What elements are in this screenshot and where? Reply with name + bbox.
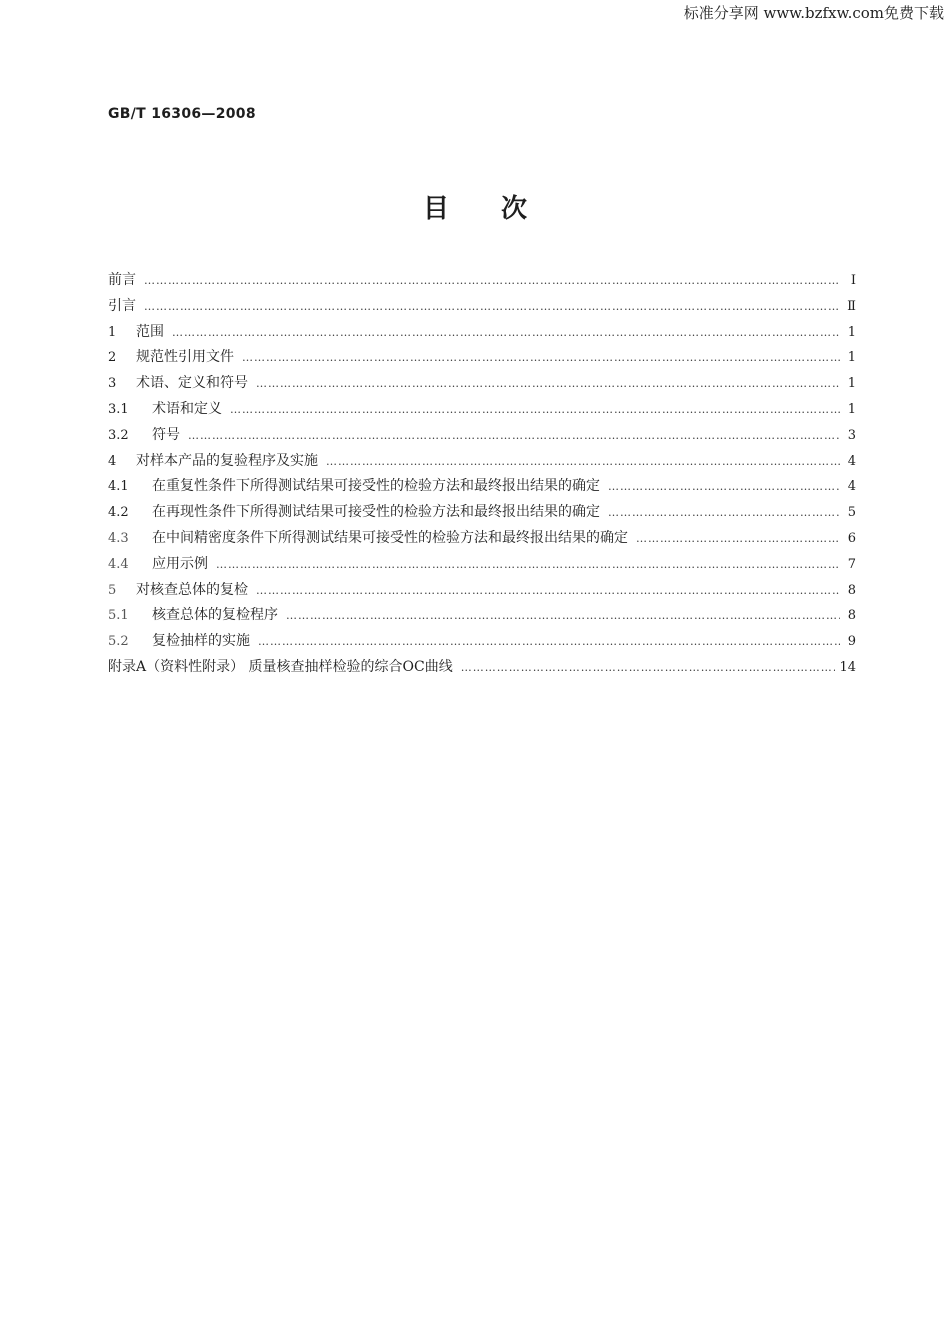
toc-entry-page: 3 <box>847 427 856 443</box>
dot-leader <box>608 500 840 526</box>
toc-entry-page: 14 <box>839 659 856 675</box>
dot-leader <box>256 371 840 397</box>
toc-entry[interactable] <box>108 578 856 604</box>
toc-entry[interactable] <box>108 320 856 346</box>
toc-entry-number: 5.1 <box>108 608 129 624</box>
toc-entry-label: 在再现性条件下所得测试结果可接受性的检验方法和最终报出结果的确定 <box>152 504 600 521</box>
table-of-contents <box>108 268 856 681</box>
toc-entry-number: 3.2 <box>108 427 129 443</box>
toc-entry-label: 范围 <box>136 323 164 340</box>
toc-entry-number: 1 <box>108 324 117 340</box>
dot-leader <box>326 449 840 475</box>
dot-leader <box>258 629 840 655</box>
toc-entry-label: 应用示例 <box>152 555 208 572</box>
toc-entry-number: 4.1 <box>108 479 129 495</box>
toc-entry[interactable] <box>108 603 856 629</box>
toc-entry-label: 复检抽样的实施 <box>152 633 250 650</box>
toc-entry-number: 4 <box>108 453 117 469</box>
toc-entry[interactable] <box>108 629 856 655</box>
toc-entry-page: 1 <box>847 401 856 417</box>
toc-entry[interactable] <box>108 397 856 423</box>
toc-entry[interactable] <box>108 268 856 294</box>
toc-entry-number: 4.4 <box>108 556 129 572</box>
toc-entry-number: 3 <box>108 376 117 392</box>
toc-entry[interactable] <box>108 423 856 449</box>
dot-leader <box>144 294 840 320</box>
toc-entry-number: 3.1 <box>108 401 129 417</box>
toc-entry-page: 9 <box>847 634 856 650</box>
dot-leader <box>230 397 840 423</box>
watermark-text: 标准分享网 www.bzfxw.com免费下载 <box>683 4 944 22</box>
toc-entry[interactable] <box>108 449 856 475</box>
toc-entry-number: 4.2 <box>108 505 129 521</box>
toc-entry-page: 8 <box>847 582 856 598</box>
toc-entry-label: 在中间精密度条件下所得测试结果可接受性的检验方法和最终报出结果的确定 <box>152 529 628 546</box>
toc-entry-label: 在重复性条件下所得测试结果可接受性的检验方法和最终报出结果的确定 <box>152 478 600 495</box>
toc-entry-page: 4 <box>847 479 856 495</box>
dot-leader <box>242 345 840 371</box>
toc-entry-page: 4 <box>847 453 856 469</box>
dot-leader <box>188 423 840 449</box>
toc-entry-label: 前言 <box>108 272 136 288</box>
toc-entry[interactable] <box>108 474 856 500</box>
toc-entry-label: 附录A（资料性附录） 质量核查抽样检验的综合OC曲线 <box>108 658 453 675</box>
toc-entry-number: 5.2 <box>108 634 129 650</box>
toc-title: 目次 <box>422 194 579 224</box>
toc-entry-label: 对核查总体的复检 <box>136 581 248 598</box>
dot-leader <box>636 526 840 552</box>
toc-entry[interactable] <box>108 371 856 397</box>
toc-entry-page: 1 <box>847 350 856 366</box>
toc-entry-label: 对样本产品的复验程序及实施 <box>136 452 318 469</box>
dot-leader <box>461 655 836 681</box>
toc-entry-page: 7 <box>847 556 856 572</box>
dot-leader <box>172 320 840 346</box>
toc-entry-label: 术语和定义 <box>152 400 222 417</box>
toc-entry-number: 5 <box>108 582 117 598</box>
toc-entry-page: 1 <box>847 324 856 340</box>
toc-entry-label: 符号 <box>152 426 180 443</box>
toc-entry-number: 2 <box>108 350 117 366</box>
toc-entry-page: 1 <box>847 376 856 392</box>
toc-entry[interactable] <box>108 655 856 681</box>
toc-entry-page: 8 <box>847 608 856 624</box>
toc-entry-page: 6 <box>847 530 856 546</box>
dot-leader <box>216 552 840 578</box>
toc-entry-label: 核查总体的复检程序 <box>152 607 278 624</box>
toc-entry-number: 4.3 <box>108 530 129 546</box>
dot-leader <box>608 474 840 500</box>
toc-entry[interactable] <box>108 500 856 526</box>
document-code: GB/T 16306—2008 <box>108 106 256 122</box>
toc-entry[interactable] <box>108 526 856 552</box>
toc-entry-page: 5 <box>847 505 856 521</box>
toc-entry-page: Ⅰ <box>850 273 856 288</box>
dot-leader <box>256 578 840 604</box>
toc-entry[interactable] <box>108 345 856 371</box>
toc-entry-label: 术语、定义和符号 <box>136 375 248 392</box>
toc-entry-label: 引言 <box>108 297 136 314</box>
toc-entry-label: 规范性引用文件 <box>136 349 234 366</box>
toc-entry[interactable] <box>108 294 856 320</box>
dot-leader <box>286 603 840 629</box>
toc-entry[interactable] <box>108 552 856 578</box>
dot-leader <box>144 268 840 294</box>
toc-entry-page: Ⅱ <box>847 298 856 314</box>
